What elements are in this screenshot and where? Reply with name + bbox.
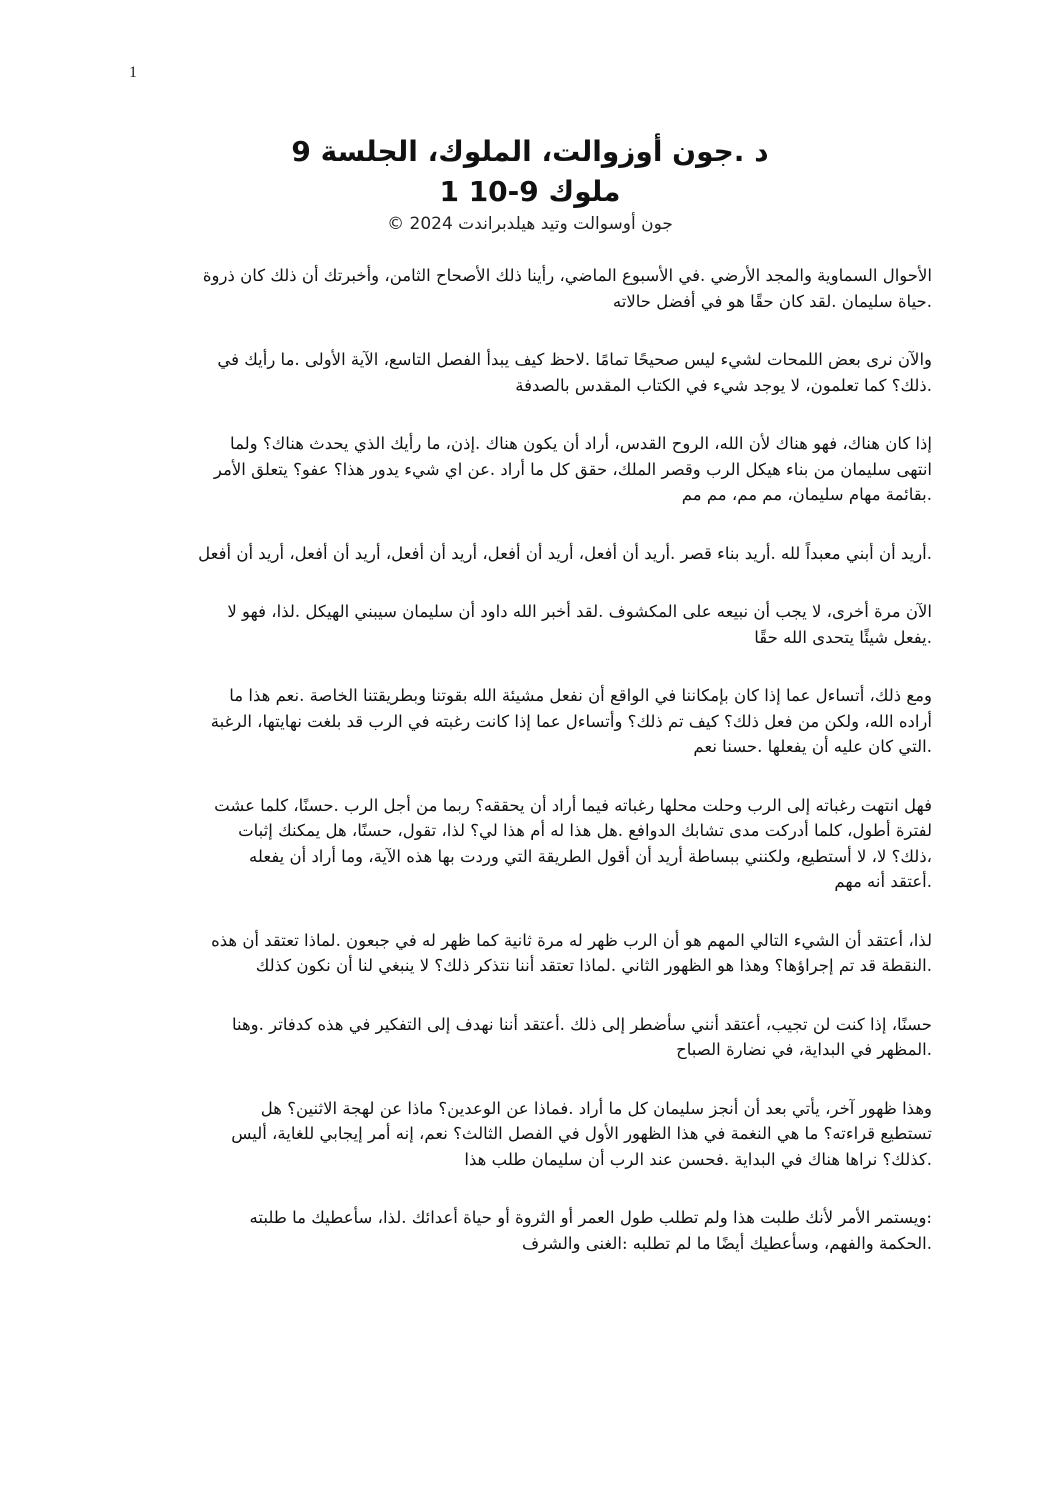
- paragraph: [136, 928, 932, 979]
- text-line: ،ذلك؟ لا، لا أستطيع، ولكنني ببساطة أريد أن أقول الطريقة التي وردت بها هذه الآية، وما أراد أن يفعله: [249, 846, 932, 866]
- text-line: حسنًا، إذا كنت لن تجيب، أعتقد أنني سأضطر إلى ذلك .أعتقد أننا نهدف إلى التفكير في هذه كدفاتر .وهنا: [231, 1014, 932, 1034]
- document-body: [136, 263, 932, 1289]
- text-line: .يفعل شيئًا يتحدى الله حقًا: [754, 627, 932, 647]
- document-header: [130, 132, 930, 236]
- text-line: .النقطة قد تم إجراؤها؟ وهذا هو الظهور الثاني .لماذا تعتقد أننا نتذكر ذلك؟ لا ينبغي لنا أن نكون كذلك: [255, 956, 932, 975]
- paragraph: [136, 431, 932, 508]
- text-line: والآن نرى بعض اللمحات لشيء ليس صحيحًا تمامًا .لاحظ كيف يبدأ الفصل التاسع، الآية الأولى .ما رأيك في: [217, 350, 932, 369]
- text-line: تستطيع قراءته؟ ما هي النغمة في هذا الظهور الأول في الفصل الثالث؟ نعم، إنه أمر إيجابي للغاية، أليس: [231, 1124, 932, 1143]
- paragraph: [136, 263, 932, 314]
- text-line: .أعتقد أنه مهم: [834, 872, 932, 891]
- text-line: .التي كان عليه أن يفعلها .حسنا نعم: [693, 737, 932, 756]
- text-line: .ذلك؟ كما تعلمون، لا يوجد شيء في الكتاب المقدس بالصدفة: [515, 375, 932, 395]
- text-line: الآن مرة أخرى، لا يجب أن نبيعه على المكشوف .لقد أخبر الله داود أن سليمان سيبني الهيكل .لذا، فهو لا: [227, 602, 932, 621]
- text-line: .الحكمة والفهم، وسأعطيك أيضًا ما لم تطلبه :الغنى والشرف: [521, 1233, 932, 1253]
- paragraph: [136, 1012, 932, 1063]
- text-line: .بقائمة مهام سليمان، مم مم، مم مم: [681, 485, 932, 504]
- paragraph: [136, 347, 932, 398]
- text-line: الأحوال السماوية والمجد الأرضي .في الأسبوع الماضي، رأينا ذلك الأصحاح الثامن، وأخبرتك أن ذلك كان ذروة: [202, 266, 932, 285]
- text-line: فهل انتهت رغباته إلى الرب وحلت محلها رغباته فيما أراد أن يحققه؟ ربما من أجل الرب .حسنًا، كلما عشت: [214, 795, 932, 815]
- paragraph: [136, 1096, 932, 1173]
- text-line: :ويستمر الأمر لأنك طلبت هذا ولم تطلب طول العمر أو الثروة أو حياة أعدائك .لذا، سأعطيك ما طلبته: [249, 1208, 932, 1227]
- text-line: وهذا ظهور آخر، يأتي بعد أن أنجز سليمان كل ما أراد .فماذا عن الوعدين؟ ماذا عن لهجة الاثنين؟ هل: [260, 1098, 932, 1118]
- text-line: أراده الله، ولكن من فعل ذلك؟ كيف تم ذلك؟ وأتساءل عما إذا كانت رغبته في الرب قد بلغت نهايتها، الرغبة: [210, 711, 932, 731]
- paragraph: [136, 683, 932, 760]
- text-line: إذا كان هناك، فهو هناك لأن الله، الروح القدس، أراد أن يكون هناك .إذن، ما رأيك الذي يحدث هناك؟ ولما: [230, 434, 932, 453]
- text-line: انتهى سليمان من بناء هيكل الرب وقصر الملك، حقق كل ما أراد .عن اي شيء يدور هذا؟ عفو؟ يتعلق الأمر: [213, 459, 932, 479]
- text-line: .حياة سليمان .لقد كان حقًا هو في أفضل حالاته: [612, 291, 932, 311]
- paragraph: [136, 599, 932, 650]
- paragraph: [136, 541, 932, 567]
- paragraph: [136, 793, 932, 895]
- text-line: ومع ذلك، أتساءل عما إذا كان بإمكاننا في الواقع أن نفعل مشيئة الله بقوتنا وبطريقتنا الخاصة .نعم هذا ما: [229, 686, 932, 705]
- copyright-line: جون أوسوالت وتيد هيلدبراندت 2024 ©: [387, 214, 673, 234]
- text-line: .المظهر في البداية، في نضارة الصباح: [676, 1040, 932, 1059]
- text-line: لذا، أعتقد أن الشيء التالي المهم هو أن الرب ظهر له مرة ثانية كما ظهر له في جبعون .لماذا تعتقد أن هذه: [211, 930, 932, 950]
- page-number: 1: [129, 64, 137, 81]
- document-title: د .جون أوزوالت، الملوك، الجلسة 9: [291, 135, 769, 168]
- text-line: .أريد أن أبني معبداً لله .أريد بناء قصر .أريد أن أفعل، أريد أن أفعل، أريد أن أفعل، أريد أن أفعل، أريد أن أفعل: [198, 543, 932, 563]
- document-subtitle: ملوك 9-10 1: [439, 175, 621, 208]
- text-line: لفترة أطول، كلما أدركت مدى تشابك الدوافع .هل هذا له أم هذا لي؟ لذا، تقول، حسنًا، هل يمكنك إثبات: [238, 821, 932, 840]
- paragraph: [136, 1205, 932, 1256]
- text-line: .كذلك؟ نراها هناك في البداية .فحسن عند الرب أن سليمان طلب هذا: [464, 1149, 932, 1169]
